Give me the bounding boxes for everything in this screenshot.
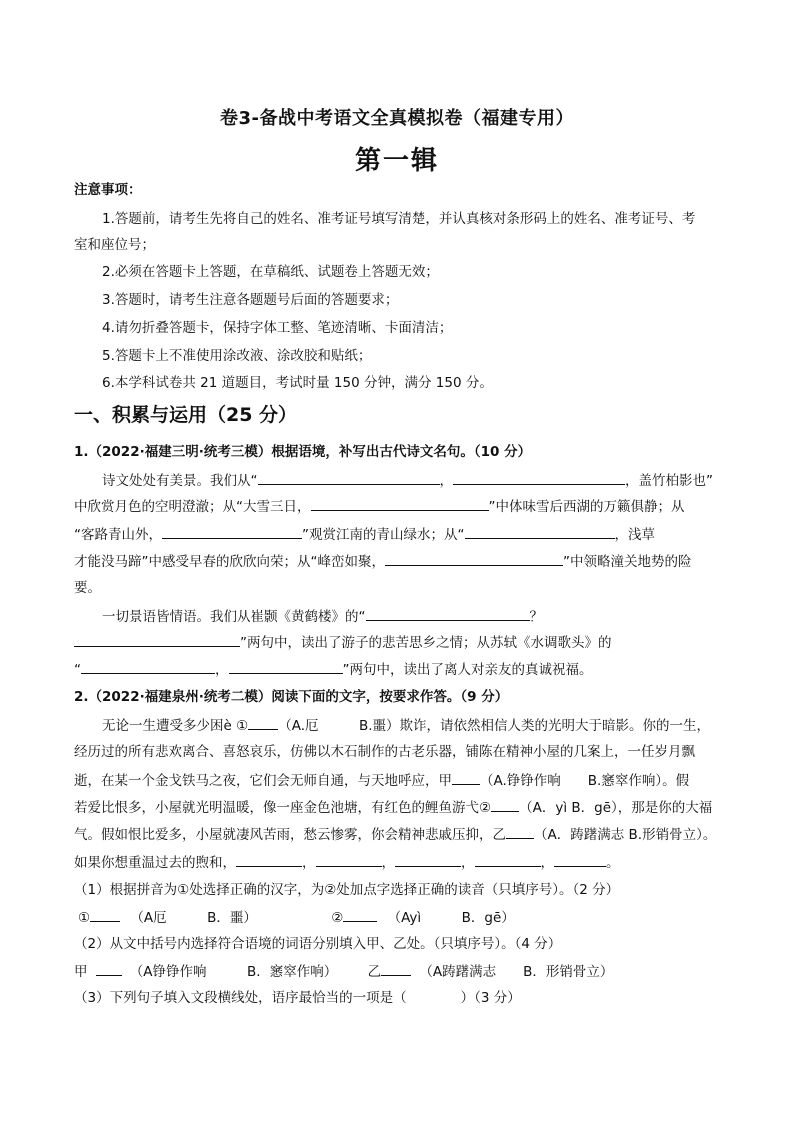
- exam-title: 卷3-备战中考语文全真模拟卷（福建专用）: [220, 108, 574, 129]
- q1-line: 一切景语皆情语。我们从崔颢《黄鹤楼》的“ ？: [102, 606, 543, 627]
- question-1-stem: 1.（2022·福建三明·统考三模）根据语境，补写出古代诗文名句。（10 分）: [74, 444, 532, 460]
- answer-blank[interactable]: [236, 852, 302, 867]
- answer-blank[interactable]: [453, 470, 625, 485]
- q1-line: 才能没马蹄”中感受早春的欣欣向荣；从“峰峦如聚， ”中领略潼关地势的险: [74, 551, 692, 572]
- q2-line: 无论一生遭受多少困è ① （A.厄 B.噩）欺诈，请依然相信人类的光明大于暗影。你的一生，: [102, 715, 710, 736]
- q1-line: 中欣赏月色的空明澄澈；从“大雪三日， ”中体味雪后西湖的万籁俱静；从: [74, 496, 685, 517]
- answer-blank[interactable]: [81, 659, 215, 674]
- answer-blank[interactable]: [554, 852, 606, 867]
- q2-line: 经历过的所有悲欢离合、喜怒哀乐，仿佛以木石制作的古老乐器，铺陈在精神小屋的几案上，一任岁月飘: [74, 744, 695, 760]
- q2-line: 逝，在某一个金戈铁马之夜，它们会无师自通，与天地呼应，甲 （A.铮铮作响 B.窸窣作响）。假: [74, 770, 689, 791]
- answer-blank[interactable]: [506, 824, 534, 839]
- answer-blank[interactable]: [74, 632, 240, 647]
- notice-item: 1.答题前，请考生先将自己的姓名、准考证号填写清楚，并认真核对条形码上的姓名、准考证号、考: [102, 211, 696, 227]
- notice-heading: 注意事项：: [74, 182, 142, 198]
- question-2-stem: 2.（2022·福建泉州·统考二模）阅读下面的文字，按要求作答。（9 分）: [74, 689, 509, 705]
- notice-item: 3.答题时，请考生注意各题题号后面的答题要求；: [102, 292, 399, 308]
- subquestion-2: （2）从文中括号内选择符合语境的词语分别填入甲、乙处。（只填序号）。（4 分）: [74, 936, 562, 952]
- q1-line: 诗文处处有美景。我们从“ ， ，盖竹柏影也”: [102, 470, 713, 491]
- section-heading: 一、积累与运用（25 分）: [74, 404, 298, 426]
- answer-blank[interactable]: [311, 496, 489, 511]
- answer-blank[interactable]: [452, 770, 480, 785]
- q1-line: 要。: [74, 580, 101, 596]
- notice-item: 5.答题卡上不准使用涂改液、涂改胶和贴纸；: [102, 348, 372, 364]
- answer-blank[interactable]: [475, 852, 541, 867]
- notice-item: 室和座位号；: [74, 237, 155, 253]
- answer-blank[interactable]: [343, 907, 377, 922]
- q2-line: 若爱比恨多，小屋就光明温暖，像一座金色池塘，有红色的鲤鱼游弋② （A．yì B．gē），那是你的大福: [74, 797, 712, 818]
- answer-blank[interactable]: [465, 524, 615, 539]
- answer-blank[interactable]: [96, 961, 122, 976]
- notice-item: 6.本学科试卷共 21 道题目，考试时量 150 分钟，满分 150 分。: [102, 375, 493, 391]
- subquestion-1-answer: ① （A厄 B．噩） ② （Ayì B．gē）: [78, 907, 515, 928]
- q2-line: 气。假如恨比爱多，小屋就凄风苦雨，愁云惨雾，你会精神悲戚压抑，乙 （A．踌躇满志 B.形销骨立）。: [74, 824, 716, 845]
- q1-line: “客路青山外， ”观赏江南的青山绿水；从“ ，浅草: [74, 524, 655, 545]
- exam-subtitle: 第一辑: [354, 146, 439, 176]
- answer-blank[interactable]: [162, 524, 302, 539]
- answer-blank[interactable]: [385, 551, 563, 566]
- answer-blank[interactable]: [229, 659, 343, 674]
- answer-blank[interactable]: [258, 470, 440, 485]
- answer-blank[interactable]: [316, 852, 382, 867]
- q2-line: 如果你想重温过去的煦和， ， ， ， ， 。: [74, 852, 620, 873]
- answer-blank[interactable]: [90, 907, 120, 922]
- subquestion-2-answer: 甲 （A铮铮作响 B．窸窣作响） 乙 （A踌躇满志 B．形销骨立）: [74, 961, 613, 982]
- answer-blank[interactable]: [366, 606, 530, 621]
- answer-blank[interactable]: [381, 961, 411, 976]
- subquestion-3: （3）下列句子填入文段横线处，语序最恰当的一项是（ ）（3 分）: [74, 990, 521, 1006]
- answer-blank[interactable]: [491, 797, 519, 812]
- notice-item: 2.必须在答题卡上答题，在草稿纸、试题卷上答题无效；: [102, 264, 439, 280]
- subquestion-1: （1）根据拼音为①处选择正确的汉字，为②处加点字选择正确的读音（只填序号）。（2 分）: [74, 882, 620, 898]
- answer-blank[interactable]: [395, 852, 461, 867]
- q1-line: “ ， ”两句中，读出了离人对亲友的真诚祝福。: [74, 659, 593, 680]
- q1-line: ”两句中，读出了游子的悲苦思乡之情；从苏轼《水调歌头》的: [74, 632, 612, 653]
- answer-blank[interactable]: [248, 715, 278, 730]
- notice-item: 4.请勿折叠答题卡，保持字体工整、笔迹清晰、卡面清洁；: [102, 320, 453, 336]
